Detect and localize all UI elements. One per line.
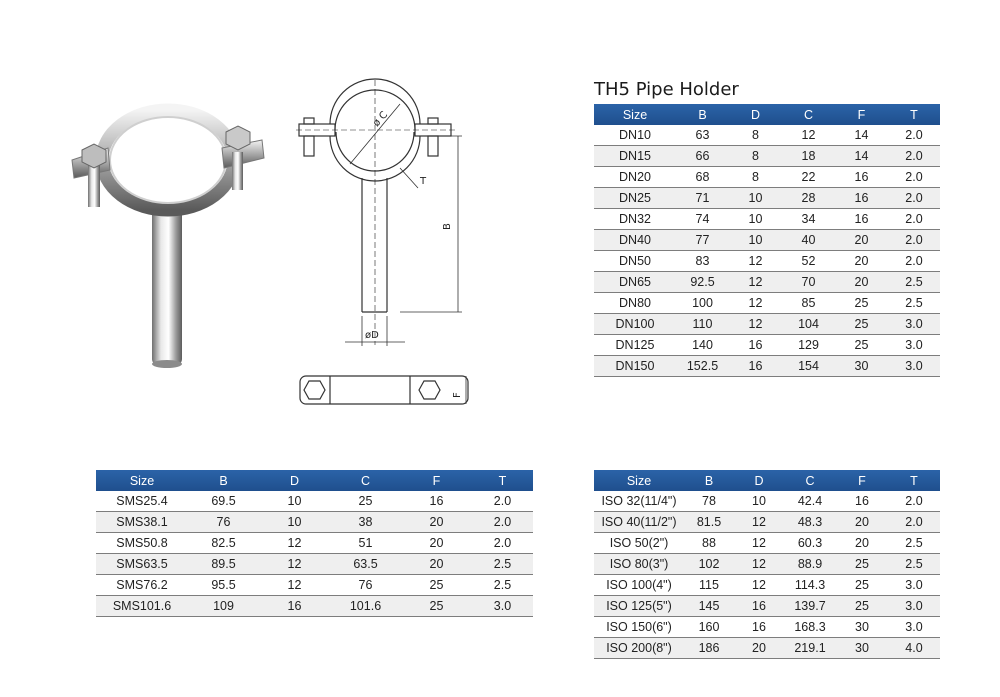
- table-cell: 16: [835, 167, 888, 188]
- table-cell: 68: [676, 167, 729, 188]
- table-cell: 2.0: [472, 491, 533, 512]
- table-cell: 20: [836, 533, 888, 554]
- table-cell: 10: [729, 230, 782, 251]
- table-cell: 219.1: [784, 638, 836, 659]
- table-cell: DN20: [594, 167, 676, 188]
- table-cell: 69.5: [188, 491, 259, 512]
- table-cell: 101.6: [330, 596, 401, 617]
- column-header: Size: [96, 470, 188, 491]
- sms-size-table: [96, 470, 533, 617]
- table-cell: 129: [782, 335, 835, 356]
- table-cell: 10: [734, 491, 784, 512]
- table-cell: 3.0: [888, 314, 940, 335]
- table-cell: 2.0: [888, 125, 940, 146]
- table-cell: 14: [835, 125, 888, 146]
- table-cell: 109: [188, 596, 259, 617]
- table-cell: 20: [835, 230, 888, 251]
- table-cell: SMS63.5: [96, 554, 188, 575]
- table-cell: 2.0: [888, 167, 940, 188]
- table-cell: 81.5: [684, 512, 734, 533]
- table-cell: 2.0: [888, 209, 940, 230]
- table-row: [594, 188, 940, 209]
- table-cell: 16: [734, 617, 784, 638]
- table-cell: 12: [734, 554, 784, 575]
- column-header: Size: [594, 470, 684, 491]
- table-cell: DN125: [594, 335, 676, 356]
- table-cell: DN50: [594, 251, 676, 272]
- dn-size-table: [594, 104, 940, 377]
- table-cell: 8: [729, 125, 782, 146]
- table-cell: 12: [734, 575, 784, 596]
- table-cell: 34: [782, 209, 835, 230]
- dim-d-label: øD: [365, 330, 379, 341]
- table-cell: DN100: [594, 314, 676, 335]
- table-cell: 76: [188, 512, 259, 533]
- table-cell: 76: [330, 575, 401, 596]
- table-cell: 20: [836, 512, 888, 533]
- table-cell: 2.0: [888, 146, 940, 167]
- column-header: F: [836, 470, 888, 491]
- table-cell: 25: [401, 596, 472, 617]
- column-header: D: [734, 470, 784, 491]
- table-row: [96, 575, 533, 596]
- table-cell: 89.5: [188, 554, 259, 575]
- table-row: [594, 146, 940, 167]
- column-header: C: [330, 470, 401, 491]
- table-cell: 30: [836, 638, 888, 659]
- table-cell: 78: [684, 491, 734, 512]
- table-cell: 145: [684, 596, 734, 617]
- table-cell: 3.0: [888, 575, 940, 596]
- table-cell: 16: [734, 596, 784, 617]
- table-cell: 12: [259, 575, 330, 596]
- table-cell: 10: [259, 512, 330, 533]
- column-header: Size: [594, 104, 676, 125]
- table-cell: 25: [835, 314, 888, 335]
- column-header: F: [835, 104, 888, 125]
- table-cell: 25: [401, 575, 472, 596]
- table-cell: DN65: [594, 272, 676, 293]
- table-cell: 16: [836, 491, 888, 512]
- column-header: T: [472, 470, 533, 491]
- column-header: T: [888, 470, 940, 491]
- table-row: [594, 293, 940, 314]
- table-cell: 20: [835, 272, 888, 293]
- column-header: C: [782, 104, 835, 125]
- table-row: [96, 596, 533, 617]
- column-header: B: [684, 470, 734, 491]
- table-cell: 3.0: [888, 335, 940, 356]
- table-cell: 63: [676, 125, 729, 146]
- column-header: D: [259, 470, 330, 491]
- column-header: T: [888, 104, 940, 125]
- table-cell: 88: [684, 533, 734, 554]
- column-header: B: [676, 104, 729, 125]
- table-cell: 20: [734, 638, 784, 659]
- table-row: [594, 638, 940, 659]
- table-cell: 28: [782, 188, 835, 209]
- table-cell: 16: [401, 491, 472, 512]
- table-cell: 2.5: [888, 293, 940, 314]
- table-cell: 92.5: [676, 272, 729, 293]
- table-cell: 2.5: [472, 554, 533, 575]
- table-cell: 30: [836, 617, 888, 638]
- column-header: C: [784, 470, 836, 491]
- table-cell: 2.5: [472, 575, 533, 596]
- table-cell: ISO 50(2"): [594, 533, 684, 554]
- table-cell: 2.5: [888, 272, 940, 293]
- table-row: [594, 596, 940, 617]
- table-cell: 30: [835, 356, 888, 377]
- table-header-row: [594, 470, 940, 491]
- table-cell: SMS50.8: [96, 533, 188, 554]
- table-cell: 48.3: [784, 512, 836, 533]
- table-cell: 114.3: [784, 575, 836, 596]
- table-cell: 25: [836, 575, 888, 596]
- table-cell: 14: [835, 146, 888, 167]
- table-cell: 186: [684, 638, 734, 659]
- table-cell: 12: [729, 272, 782, 293]
- table-cell: 12: [734, 512, 784, 533]
- table-cell: 2.0: [888, 188, 940, 209]
- table-cell: 82.5: [188, 533, 259, 554]
- column-header: F: [401, 470, 472, 491]
- table-cell: DN80: [594, 293, 676, 314]
- page-title: TH5 Pipe Holder: [594, 79, 739, 100]
- table-row: [594, 554, 940, 575]
- table-cell: 3.0: [472, 596, 533, 617]
- table-cell: 16: [835, 188, 888, 209]
- table-cell: 83: [676, 251, 729, 272]
- table-cell: 12: [729, 314, 782, 335]
- table-cell: 25: [835, 293, 888, 314]
- dim-c-label: ø C: [371, 109, 391, 130]
- table-cell: 104: [782, 314, 835, 335]
- table-cell: 16: [729, 356, 782, 377]
- table-cell: 2.5: [888, 533, 940, 554]
- table-cell: 20: [401, 533, 472, 554]
- table-cell: 66: [676, 146, 729, 167]
- table-cell: 25: [836, 554, 888, 575]
- table-cell: 60.3: [784, 533, 836, 554]
- table-row: [594, 491, 940, 512]
- table-row: [594, 335, 940, 356]
- table-cell: 52: [782, 251, 835, 272]
- table-cell: 20: [401, 512, 472, 533]
- table-cell: 25: [836, 596, 888, 617]
- table-row: [594, 230, 940, 251]
- table-cell: 102: [684, 554, 734, 575]
- table-row: [594, 209, 940, 230]
- table-row: [594, 167, 940, 188]
- table-row: [96, 533, 533, 554]
- table-row: [594, 356, 940, 377]
- table-cell: 12: [259, 554, 330, 575]
- table-cell: 95.5: [188, 575, 259, 596]
- table-cell: 12: [729, 251, 782, 272]
- table-cell: 8: [729, 146, 782, 167]
- table-row: [594, 617, 940, 638]
- table-cell: 154: [782, 356, 835, 377]
- table-cell: DN10: [594, 125, 676, 146]
- table-cell: ISO 100(4"): [594, 575, 684, 596]
- table-cell: ISO 150(6"): [594, 617, 684, 638]
- table-cell: 77: [676, 230, 729, 251]
- table-cell: 12: [782, 125, 835, 146]
- table-cell: 3.0: [888, 617, 940, 638]
- table-cell: 2.0: [888, 491, 940, 512]
- table-cell: ISO 80(3"): [594, 554, 684, 575]
- table-cell: 16: [729, 335, 782, 356]
- technical-drawing: [0, 0, 480, 420]
- table-cell: 12: [259, 533, 330, 554]
- table-cell: 10: [259, 491, 330, 512]
- table-cell: DN15: [594, 146, 676, 167]
- table-cell: 8: [729, 167, 782, 188]
- table-row: [96, 491, 533, 512]
- table-cell: DN40: [594, 230, 676, 251]
- table-cell: 22: [782, 167, 835, 188]
- table-cell: DN25: [594, 188, 676, 209]
- table-row: [594, 125, 940, 146]
- table-cell: 10: [729, 188, 782, 209]
- table-cell: 18: [782, 146, 835, 167]
- column-header: D: [729, 104, 782, 125]
- table-cell: 110: [676, 314, 729, 335]
- table-cell: 168.3: [784, 617, 836, 638]
- table-cell: 85: [782, 293, 835, 314]
- table-cell: 2.0: [472, 512, 533, 533]
- table-cell: 63.5: [330, 554, 401, 575]
- table-row: [594, 251, 940, 272]
- table-cell: 10: [729, 209, 782, 230]
- table-cell: DN150: [594, 356, 676, 377]
- table-cell: 25: [835, 335, 888, 356]
- table-cell: 16: [835, 209, 888, 230]
- table-cell: DN32: [594, 209, 676, 230]
- table-cell: 3.0: [888, 596, 940, 617]
- table-header-row: [594, 104, 940, 125]
- dim-b-label: B: [442, 223, 453, 230]
- table-cell: ISO 32(11/4"): [594, 491, 684, 512]
- table-cell: 38: [330, 512, 401, 533]
- table-cell: SMS25.4: [96, 491, 188, 512]
- table-cell: 2.0: [888, 512, 940, 533]
- table-cell: 42.4: [784, 491, 836, 512]
- table-cell: ISO 125(5"): [594, 596, 684, 617]
- table-cell: 74: [676, 209, 729, 230]
- table-cell: 51: [330, 533, 401, 554]
- table-cell: 25: [330, 491, 401, 512]
- table-cell: 4.0: [888, 638, 940, 659]
- table-cell: 16: [259, 596, 330, 617]
- table-cell: 12: [729, 293, 782, 314]
- table-cell: 70: [782, 272, 835, 293]
- table-cell: 139.7: [784, 596, 836, 617]
- table-row: [594, 314, 940, 335]
- table-row: [594, 272, 940, 293]
- table-row: [594, 575, 940, 596]
- table-cell: SMS76.2: [96, 575, 188, 596]
- table-cell: 20: [835, 251, 888, 272]
- table-cell: 160: [684, 617, 734, 638]
- table-cell: 71: [676, 188, 729, 209]
- table-cell: ISO 40(11/2"): [594, 512, 684, 533]
- table-cell: 12: [734, 533, 784, 554]
- table-header-row: [96, 470, 533, 491]
- table-cell: 2.0: [888, 230, 940, 251]
- table-cell: ISO 200(8"): [594, 638, 684, 659]
- table-row: [594, 512, 940, 533]
- dim-t-label: T: [420, 176, 427, 187]
- table-cell: 20: [401, 554, 472, 575]
- iso-size-table: [594, 470, 940, 659]
- table-row: [96, 554, 533, 575]
- table-cell: 88.9: [784, 554, 836, 575]
- table-cell: 40: [782, 230, 835, 251]
- table-cell: SMS38.1: [96, 512, 188, 533]
- table-row: [96, 512, 533, 533]
- table-cell: 140: [676, 335, 729, 356]
- table-cell: 2.5: [888, 554, 940, 575]
- table-cell: 2.0: [888, 251, 940, 272]
- table-row: [594, 533, 940, 554]
- table-cell: 152.5: [676, 356, 729, 377]
- table-cell: 2.0: [472, 533, 533, 554]
- table-cell: 100: [676, 293, 729, 314]
- column-header: B: [188, 470, 259, 491]
- table-cell: 3.0: [888, 356, 940, 377]
- table-cell: 115: [684, 575, 734, 596]
- dim-f-label: F: [452, 392, 463, 398]
- table-cell: SMS101.6: [96, 596, 188, 617]
